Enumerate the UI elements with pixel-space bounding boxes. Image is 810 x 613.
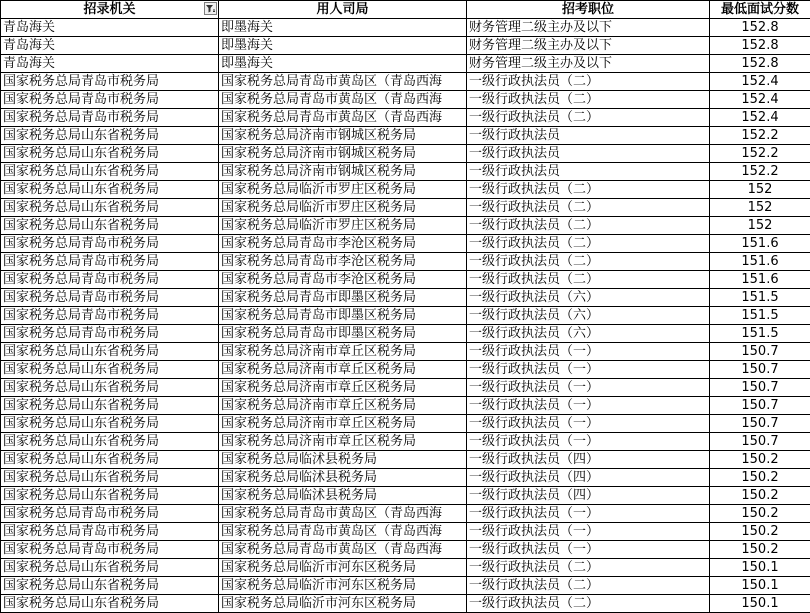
column-header-recruiting-agency[interactable] xyxy=(1,1,219,19)
cell-position[interactable]: 一级行政执法员（二） xyxy=(467,253,710,271)
cell-position[interactable]: 财务管理二级主办及以下 xyxy=(467,55,710,73)
cell-recruiting-agency[interactable]: 国家税务总局山东省税务局 xyxy=(1,415,219,433)
column-header-label: 招考职位 xyxy=(561,2,614,17)
cell-position[interactable]: 一级行政执法员 xyxy=(467,163,710,181)
table-row xyxy=(1,145,810,163)
cell-recruiting-agency[interactable]: 国家税务总局青岛市税务局 xyxy=(1,541,219,559)
header-row-group xyxy=(1,1,810,19)
cell-min-score[interactable]: 150.7 xyxy=(710,415,810,433)
cell-recruiting-agency[interactable]: 国家税务总局青岛市税务局 xyxy=(1,523,219,541)
cell-recruiting-agency[interactable]: 国家税务总局青岛市税务局 xyxy=(1,253,219,271)
cell-employing-bureau[interactable]: 即墨海关 xyxy=(219,37,467,55)
cell-employing-bureau[interactable]: 国家税务总局青岛市李沧区税务局 xyxy=(219,235,467,253)
cell-recruiting-agency[interactable]: 国家税务总局山东省税务局 xyxy=(1,163,219,181)
cell-recruiting-agency[interactable]: 国家税务总局山东省税务局 xyxy=(1,145,219,163)
cell-position[interactable]: 一级行政执法员（一） xyxy=(467,433,710,451)
cell-employing-bureau[interactable]: 即墨海关 xyxy=(219,55,467,73)
cell-employing-bureau[interactable]: 国家税务总局济南市章丘区税务局 xyxy=(219,361,467,379)
cell-min-score[interactable]: 151.5 xyxy=(710,289,810,307)
cell-position[interactable]: 一级行政执法员（一） xyxy=(467,415,710,433)
table-body xyxy=(1,19,810,613)
cell-employing-bureau[interactable]: 国家税务总局临沂市罗庄区税务局 xyxy=(219,181,467,199)
cell-employing-bureau[interactable]: 即墨海关 xyxy=(219,19,467,37)
table-row xyxy=(1,523,810,541)
table-row xyxy=(1,73,810,91)
cell-employing-bureau[interactable]: 国家税务总局青岛市黄岛区（青岛西海 xyxy=(219,523,467,541)
cell-min-score[interactable]: 152.4 xyxy=(710,73,810,91)
column-header-position[interactable] xyxy=(467,1,710,19)
cell-position[interactable]: 一级行政执法员（一） xyxy=(467,361,710,379)
table-row xyxy=(1,109,810,127)
column-header-label: 招录机关 xyxy=(83,2,136,17)
cell-min-score[interactable]: 150.7 xyxy=(710,343,810,361)
cell-min-score[interactable]: 151.5 xyxy=(710,307,810,325)
cell-recruiting-agency[interactable]: 国家税务总局山东省税务局 xyxy=(1,397,219,415)
cell-employing-bureau[interactable]: 国家税务总局济南市章丘区税务局 xyxy=(219,415,467,433)
cell-employing-bureau[interactable]: 国家税务总局青岛市李沧区税务局 xyxy=(219,271,467,289)
cell-position[interactable]: 一级行政执法员（二） xyxy=(467,235,710,253)
cell-recruiting-agency[interactable]: 国家税务总局山东省税务局 xyxy=(1,595,219,613)
column-header-label: 用人司局 xyxy=(316,2,369,17)
cell-recruiting-agency[interactable]: 国家税务总局青岛市税务局 xyxy=(1,235,219,253)
cell-employing-bureau[interactable]: 国家税务总局青岛市即墨区税务局 xyxy=(219,307,467,325)
cell-employing-bureau[interactable]: 国家税务总局临沭县税务局 xyxy=(219,487,467,505)
table-row xyxy=(1,127,810,145)
cell-recruiting-agency[interactable]: 青岛海关 xyxy=(1,19,219,37)
cell-position[interactable]: 一级行政执法员（六） xyxy=(467,289,710,307)
cell-min-score[interactable]: 152.2 xyxy=(710,163,810,181)
cell-recruiting-agency[interactable]: 国家税务总局山东省税务局 xyxy=(1,469,219,487)
table-row xyxy=(1,217,810,235)
cell-min-score[interactable]: 152.4 xyxy=(710,109,810,127)
cell-min-score[interactable]: 150.1 xyxy=(710,577,810,595)
cell-employing-bureau[interactable]: 国家税务总局临沂市河东区税务局 xyxy=(219,577,467,595)
cell-min-score[interactable]: 150.2 xyxy=(710,469,810,487)
cell-employing-bureau[interactable]: 国家税务总局青岛市黄岛区（青岛西海 xyxy=(219,541,467,559)
cell-min-score[interactable]: 151.5 xyxy=(710,325,810,343)
cell-recruiting-agency[interactable]: 国家税务总局山东省税务局 xyxy=(1,217,219,235)
cell-recruiting-agency[interactable]: 国家税务总局青岛市税务局 xyxy=(1,505,219,523)
table-row xyxy=(1,577,810,595)
table-row xyxy=(1,433,810,451)
cell-employing-bureau[interactable]: 国家税务总局青岛市即墨区税务局 xyxy=(219,289,467,307)
table-row xyxy=(1,415,810,433)
cell-recruiting-agency[interactable]: 国家税务总局山东省税务局 xyxy=(1,361,219,379)
table-row xyxy=(1,559,810,577)
table-row xyxy=(1,325,810,343)
cell-min-score[interactable]: 152.4 xyxy=(710,91,810,109)
cell-position[interactable]: 一级行政执法员（二） xyxy=(467,181,710,199)
cell-position[interactable]: 一级行政执法员（二） xyxy=(467,595,710,613)
cell-min-score[interactable]: 152 xyxy=(710,181,810,199)
cell-employing-bureau[interactable]: 国家税务总局青岛市黄岛区（青岛西海 xyxy=(219,505,467,523)
cell-min-score[interactable]: 150.7 xyxy=(710,361,810,379)
cell-recruiting-agency[interactable]: 国家税务总局山东省税务局 xyxy=(1,127,219,145)
table-row xyxy=(1,37,810,55)
table-row xyxy=(1,469,810,487)
table-row xyxy=(1,181,810,199)
table-row xyxy=(1,307,810,325)
cell-position[interactable]: 一级行政执法员（二） xyxy=(467,559,710,577)
cell-min-score[interactable]: 150.2 xyxy=(710,487,810,505)
cell-employing-bureau[interactable]: 国家税务总局济南市章丘区税务局 xyxy=(219,433,467,451)
cell-position[interactable]: 一级行政执法员（四） xyxy=(467,487,710,505)
cell-position[interactable]: 一级行政执法员（二） xyxy=(467,91,710,109)
table-row xyxy=(1,541,810,559)
cell-employing-bureau[interactable]: 国家税务总局济南市钢城区税务局 xyxy=(219,163,467,181)
cell-position[interactable]: 一级行政执法员（二） xyxy=(467,271,710,289)
table-row xyxy=(1,271,810,289)
cell-recruiting-agency[interactable]: 青岛海关 xyxy=(1,37,219,55)
column-header-employing-bureau[interactable] xyxy=(219,1,467,19)
table-row xyxy=(1,361,810,379)
table-row xyxy=(1,55,810,73)
cell-position[interactable]: 一级行政执法员（一） xyxy=(467,397,710,415)
column-header-min-score[interactable] xyxy=(710,1,810,19)
column-header-label: 最低面试分数 xyxy=(720,2,799,17)
cell-position[interactable]: 一级行政执法员（四） xyxy=(467,451,710,469)
cell-position[interactable]: 一级行政执法员（四） xyxy=(467,469,710,487)
cell-recruiting-agency[interactable]: 国家税务总局青岛市税务局 xyxy=(1,73,219,91)
cell-recruiting-agency[interactable]: 国家税务总局青岛市税务局 xyxy=(1,307,219,325)
cell-min-score[interactable]: 150.1 xyxy=(710,595,810,613)
cell-position[interactable]: 一级行政执法员（二） xyxy=(467,73,710,91)
cell-employing-bureau[interactable]: 国家税务总局济南市钢城区税务局 xyxy=(219,145,467,163)
cell-employing-bureau[interactable]: 国家税务总局济南市章丘区税务局 xyxy=(219,379,467,397)
cell-position[interactable]: 一级行政执法员（一） xyxy=(467,379,710,397)
cell-position[interactable]: 一级行政执法员（一） xyxy=(467,523,710,541)
cell-position[interactable]: 一级行政执法员（二） xyxy=(467,577,710,595)
cell-employing-bureau[interactable]: 国家税务总局临沂市罗庄区税务局 xyxy=(219,217,467,235)
header-row xyxy=(1,1,810,19)
table-row xyxy=(1,379,810,397)
cell-employing-bureau[interactable]: 国家税务总局青岛市李沧区税务局 xyxy=(219,253,467,271)
cell-position[interactable]: 财务管理二级主办及以下 xyxy=(467,37,710,55)
cell-employing-bureau[interactable]: 国家税务总局临沂市罗庄区税务局 xyxy=(219,199,467,217)
table-row xyxy=(1,487,810,505)
cell-position[interactable]: 一级行政执法员（六） xyxy=(467,325,710,343)
cell-recruiting-agency[interactable]: 国家税务总局山东省税务局 xyxy=(1,433,219,451)
cell-min-score[interactable]: 152.8 xyxy=(710,55,810,73)
cell-position[interactable]: 一级行政执法员（一） xyxy=(467,343,710,361)
table-row xyxy=(1,199,810,217)
cell-recruiting-agency[interactable]: 国家税务总局青岛市税务局 xyxy=(1,91,219,109)
table-row xyxy=(1,289,810,307)
cell-employing-bureau[interactable]: 国家税务总局济南市钢城区税务局 xyxy=(219,127,467,145)
cell-min-score[interactable]: 150.2 xyxy=(710,451,810,469)
cell-min-score[interactable]: 150.7 xyxy=(710,379,810,397)
cell-employing-bureau[interactable]: 国家税务总局临沭县税务局 xyxy=(219,451,467,469)
cell-position[interactable]: 一级行政执法员（二） xyxy=(467,199,710,217)
cell-min-score[interactable]: 150.7 xyxy=(710,397,810,415)
cell-recruiting-agency[interactable]: 国家税务总局青岛市税务局 xyxy=(1,271,219,289)
cell-recruiting-agency[interactable]: 国家税务总局山东省税务局 xyxy=(1,577,219,595)
cell-recruiting-agency[interactable]: 国家税务总局山东省税务局 xyxy=(1,451,219,469)
cell-min-score[interactable]: 150.2 xyxy=(710,505,810,523)
cell-employing-bureau[interactable]: 国家税务总局青岛市黄岛区（青岛西海 xyxy=(219,91,467,109)
cell-employing-bureau[interactable]: 国家税务总局青岛市黄岛区（青岛西海 xyxy=(219,73,467,91)
cell-employing-bureau[interactable]: 国家税务总局济南市章丘区税务局 xyxy=(219,343,467,361)
cell-min-score[interactable]: 151.6 xyxy=(710,253,810,271)
cell-min-score[interactable]: 150.2 xyxy=(710,541,810,559)
table-row xyxy=(1,19,810,37)
cell-position[interactable]: 一级行政执法员（一） xyxy=(467,505,710,523)
cell-recruiting-agency[interactable]: 国家税务总局山东省税务局 xyxy=(1,379,219,397)
cell-min-score[interactable]: 151.6 xyxy=(710,235,810,253)
table-row xyxy=(1,235,810,253)
cell-recruiting-agency[interactable]: 国家税务总局山东省税务局 xyxy=(1,181,219,199)
cell-min-score[interactable]: 152.8 xyxy=(710,19,810,37)
table-row xyxy=(1,163,810,181)
table-row xyxy=(1,253,810,271)
cell-employing-bureau[interactable]: 国家税务总局青岛市即墨区税务局 xyxy=(219,325,467,343)
table-row xyxy=(1,91,810,109)
cell-min-score[interactable]: 152.8 xyxy=(710,37,810,55)
cell-min-score[interactable]: 150.1 xyxy=(710,559,810,577)
funnel-filter-icon[interactable] xyxy=(204,2,217,15)
table-row xyxy=(1,397,810,415)
cell-recruiting-agency[interactable]: 国家税务总局青岛市税务局 xyxy=(1,325,219,343)
table-row xyxy=(1,595,810,613)
cell-recruiting-agency[interactable]: 国家税务总局青岛市税务局 xyxy=(1,289,219,307)
cell-recruiting-agency[interactable]: 国家税务总局青岛市税务局 xyxy=(1,109,219,127)
cell-position[interactable]: 一级行政执法员（六） xyxy=(467,307,710,325)
cell-position[interactable]: 一级行政执法员（二） xyxy=(467,217,710,235)
cell-min-score[interactable]: 152.2 xyxy=(710,145,810,163)
cell-employing-bureau[interactable]: 国家税务总局青岛市黄岛区（青岛西海 xyxy=(219,109,467,127)
cell-recruiting-agency[interactable]: 国家税务总局山东省税务局 xyxy=(1,343,219,361)
cell-position[interactable]: 一级行政执法员（二） xyxy=(467,109,710,127)
cell-recruiting-agency[interactable]: 青岛海关 xyxy=(1,55,219,73)
table-row xyxy=(1,343,810,361)
cell-min-score[interactable]: 152 xyxy=(710,217,810,235)
table-row xyxy=(1,451,810,469)
cell-min-score[interactable]: 152.2 xyxy=(710,127,810,145)
cell-min-score[interactable]: 150.2 xyxy=(710,523,810,541)
cell-employing-bureau[interactable]: 国家税务总局临沂市河东区税务局 xyxy=(219,559,467,577)
table-row xyxy=(1,505,810,523)
cell-position[interactable]: 一级行政执法员 xyxy=(467,145,710,163)
cell-position[interactable]: 一级行政执法员 xyxy=(467,127,710,145)
cell-recruiting-agency[interactable]: 国家税务总局山东省税务局 xyxy=(1,487,219,505)
cell-min-score[interactable]: 152 xyxy=(710,199,810,217)
cell-recruiting-agency[interactable]: 国家税务总局山东省税务局 xyxy=(1,559,219,577)
cell-position[interactable]: 财务管理二级主办及以下 xyxy=(467,19,710,37)
cell-min-score[interactable]: 151.6 xyxy=(710,271,810,289)
cell-employing-bureau[interactable]: 国家税务总局临沂市河东区税务局 xyxy=(219,595,467,613)
cell-position[interactable]: 一级行政执法员（一） xyxy=(467,541,710,559)
cell-employing-bureau[interactable]: 国家税务总局济南市章丘区税务局 xyxy=(219,397,467,415)
cell-employing-bureau[interactable]: 国家税务总局临沭县税务局 xyxy=(219,469,467,487)
cell-recruiting-agency[interactable]: 国家税务总局山东省税务局 xyxy=(1,199,219,217)
cell-min-score[interactable]: 150.7 xyxy=(710,433,810,451)
